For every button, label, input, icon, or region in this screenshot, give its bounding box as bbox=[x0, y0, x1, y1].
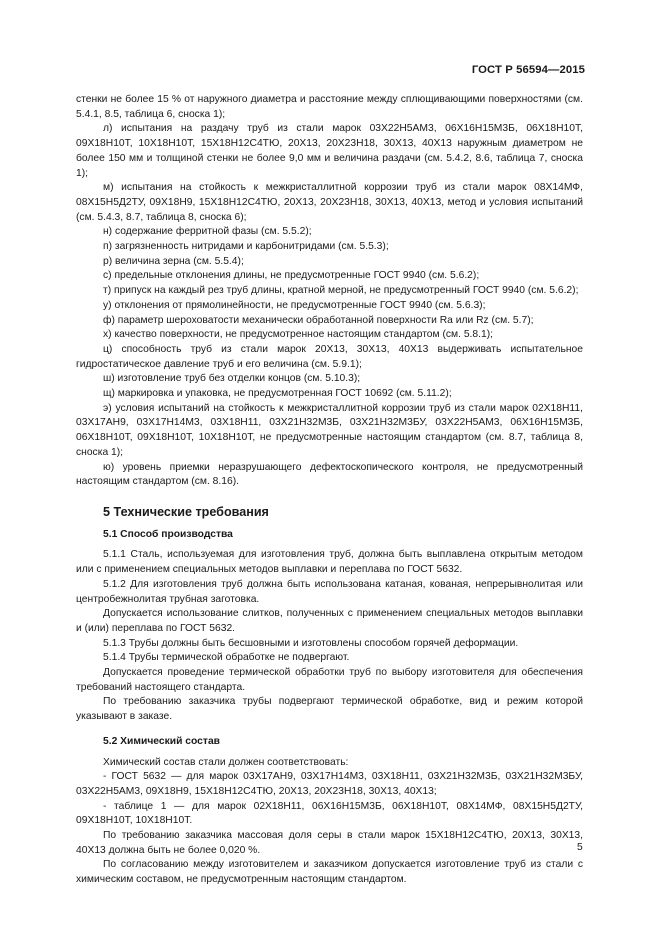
page-content bbox=[76, 93, 583, 888]
list-item: э) условия испытаний на стойкость к межкристаллитной коррозии труб из стали марок 02Х18Н11, 03Х17АН9, 03Х17Н14М3, 03Х18Н11, 03Х21Н32М3Б, 03Х21Н32М3БУ, 03Х22Н5АМ3, 06Х16Н15М3Б, 06Х18Н10Т, 09Х18Н10Т, 10Х18Н10Т, не предусмотренные настоящим стандартом (см. 8.7, таблица 8, сноска 1); bbox=[76, 402, 583, 458]
paragraph: Допускается проведение термической обработки труб по выбору изготовителя для обеспечения требований настоящего стандарта. bbox=[76, 667, 583, 693]
list-item: ш) изготовление труб без отделки концов (см. 5.10.3); bbox=[103, 373, 361, 385]
paragraph: 5.1.3 Трубы должны быть бесшовными и изготовлены способом горячей деформации. bbox=[103, 637, 519, 649]
list-item: н) содержание ферритной фазы (см. 5.5.2); bbox=[103, 226, 312, 238]
list-item: ц) способность труб из стали марок 20Х13, 30Х13, 40Х13 выдерживать испытательное гидростатическое давление труб и его величина (см. 5.9.1); bbox=[76, 343, 583, 370]
list-item: - таблице 1 — для марок 02Х18Н11, 06Х16Н15М3Б, 06Х18Н10Т, 08Х14МФ, 08Х15Н5Д2ТУ, 09Х18Н10Т, 10Х18Н10Т. bbox=[76, 800, 583, 827]
list-item: стенки не более 15 % от наружного диаметра и расстояние между сплющивающими поверхностями (см. 5.4.1, 8.5, таблица 6, сноска 1); bbox=[76, 94, 583, 120]
subsection-heading: 5.1 Способ производства bbox=[103, 528, 233, 540]
list-item: ф) параметр шероховатости механически обработанной поверхности Ra или Rz (см. 5.7); bbox=[103, 314, 534, 326]
paragraph: По согласованию между изготовителем и заказчиком допускается изготовление труб из стали с химическим составом, не предусмотренным настоящим стандартом. bbox=[76, 859, 583, 886]
paragraph: Допускается использование слитков, полученных с применением специальных методов выплавки и (или) переплава по ГОСТ 5632. bbox=[76, 608, 583, 634]
section-heading: 5 Технические требования bbox=[103, 504, 269, 519]
list-item: щ) маркировка и упаковка, не предусмотренная ГОСТ 10692 (см. 5.11.2); bbox=[103, 388, 452, 400]
paragraph: 5.1.4 Трубы термической обработке не подвергают. bbox=[103, 652, 350, 664]
list-item: п) загрязненность нитридами и карбонитридами (см. 5.5.3); bbox=[103, 241, 389, 253]
subsection-heading: 5.2 Химический состав bbox=[103, 735, 220, 747]
paragraph: 5.1.2 Для изготовления труб должна быть использована катаная, кованая, непрерывнолитая или центробежнолитая трубная заготовка. bbox=[76, 578, 583, 605]
paragraph: 5.1.1 Сталь, используемая для изготовления труб, должна быть выплавлена открытым методом или с применением специальных методов выплавки и переплава по ГОСТ 5632. bbox=[76, 549, 583, 576]
page-number: 5 bbox=[577, 842, 583, 853]
list-item: х) качество поверхности, не предусмотренное настоящим стандартом (см. 5.8.1); bbox=[103, 329, 494, 341]
list-item: м) испытания на стойкость к межкристаллитной коррозии труб из стали марок 08Х14МФ, 08Х15Н5Д2ТУ, 09Х18Н9, 15Х18Н12С4ТЮ, 20Х13, 20Х23Н18, 30Х13, 40Х13, метод и условия испытаний (см. 5.4.3, 8.7, таблица 8, сноска 6); bbox=[76, 182, 583, 223]
list-item: т) припуск на каждый рез труб длины, кратной мерной, не предусмотренный ГОСТ 9940 (см. 5.6.2); bbox=[103, 285, 579, 297]
paragraph: По требованию заказчика трубы подвергают термической обработке, вид и режим которой указывают в заказе. bbox=[76, 696, 583, 723]
paragraph: Химический состав стали должен соответствовать: bbox=[103, 756, 349, 768]
list-item: р) величина зерна (см. 5.5.4); bbox=[103, 255, 244, 267]
document-header: ГОСТ Р 56594—2015 bbox=[471, 64, 585, 76]
list-item: ю) уровень приемки неразрушающего дефектоскопического контроля, не предусмотренный настоящим стандартом (см. 8.16). bbox=[76, 461, 583, 488]
list-item: л) испытания на раздачу труб из стали марок 03Х22Н5АМ3, 06Х16Н15М3Б, 06Х18Н10Т, 09Х18Н10Т, 10Х18Н10Т, 15Х18Н12С4ТЮ, 20Х13, 20Х23Н18, 30Х13, 40Х13 наружным диаметром не более 150 мм и толщиной стенки не более 9,0 мм и величина раздачи (см. 5.4.2, 8.6, таблица 7, сноска 1); bbox=[76, 123, 583, 179]
list-item: у) отклонения от прямолинейности, не предусмотренные ГОСТ 9940 (см. 5.6.3); bbox=[103, 299, 486, 311]
list-item: - ГОСТ 5632 — для марок 03Х17АН9, 03Х17Н14М3, 03Х18Н11, 03Х21Н32М3Б, 03Х21Н32М3БУ, 03Х22Н5АМ3, 09Х18Н9, 15Х18Н12С4ТЮ, 20Х13, 20Х23Н18, 30Х13, 40Х13; bbox=[76, 771, 583, 797]
paragraph: По требованию заказчика массовая доля серы в стали марок 15Х18Н12С4ТЮ, 20Х13, 30Х13, 40Х13 должна быть не более 0,020 %. bbox=[76, 830, 583, 856]
list-item: с) предельные отклонения длины, не предусмотренные ГОСТ 9940 (см. 5.6.2); bbox=[103, 270, 480, 282]
